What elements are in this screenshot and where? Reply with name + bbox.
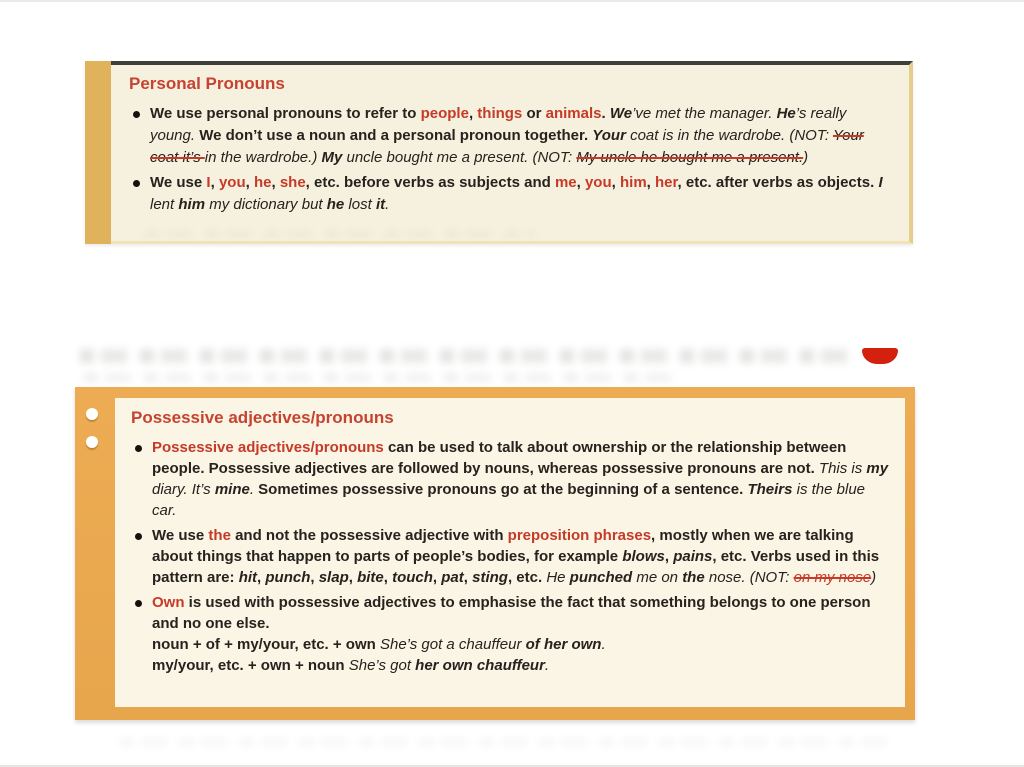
scan-artifact-blur [120,739,900,746]
bullet-item [131,437,889,521]
bullet-marker-icon [133,180,140,187]
card-title: Possessive adjectives/pronouns [131,408,394,427]
scan-artifact-blur [84,373,684,382]
bullet-marker-icon [135,600,142,607]
personal-pronouns-card [85,61,913,244]
scan-artifact-blur [80,349,855,363]
hole-punch-icon [86,436,98,448]
bullet-marker-icon [135,533,142,540]
bullet-text: We use the and not the possessive adjective with preposition phrases, mostly when we are talking about things that happen to parts of people’s bodies, for example blows, pains, etc. Verbs used in this pattern are: hit, punch, slap, bite, touch, pat, sting, etc. He punched me on the nose. (NOT: on my nose) [152,527,880,586]
bullet-list [129,103,893,216]
card-content [111,61,913,244]
card-content [115,398,905,707]
bullet-text: We use I, you, he, she, etc. before verbs as subjects and me, you, him, her, etc. after verbs as objects. I lent him my dictionary but he lost it. [150,174,883,213]
bullet-item [129,172,893,216]
bullet-marker-icon [135,445,142,452]
bullet-item [131,525,889,588]
bullet-marker-icon [133,111,140,118]
red-semicircle-icon [862,348,898,364]
card-spine [85,61,111,244]
hole-punch-icon [86,408,98,420]
bullet-item [131,592,889,676]
bullet-text: We use personal pronouns to refer to people, things or animals. We’ve met the manager. He’s really young. We don’t use a noun and a personal pronoun together. Your coat is in the wardrobe. (NOT: Your coat it’s in the wardrobe.) My uncle bought me a present. (NOT: My uncle he bought me a present.) [150,105,864,166]
possessive-adjectives-card [75,387,915,720]
bullet-text: Possessive adjectives/pronouns can be used to talk about ownership or the relationship between people. Possessive adjectives are followed by nouns, whereas possessive pronouns are not. This is my diary. It’s mine. Sometimes possessive pronouns go at the beginning of a sentence. Theirs is the blue car. [152,439,889,519]
bullet-list [131,437,889,676]
bullet-text: Own is used with possessive adjectives to emphasise the fact that something belongs to one person and no one else. noun + of + my/your, etc. + own She’s got a chauffeur of her own. my/your, etc. + own + noun She’s got her own chauffeur. [152,594,871,674]
card-title: Personal Pronouns [129,74,285,93]
bullet-item [129,103,893,169]
